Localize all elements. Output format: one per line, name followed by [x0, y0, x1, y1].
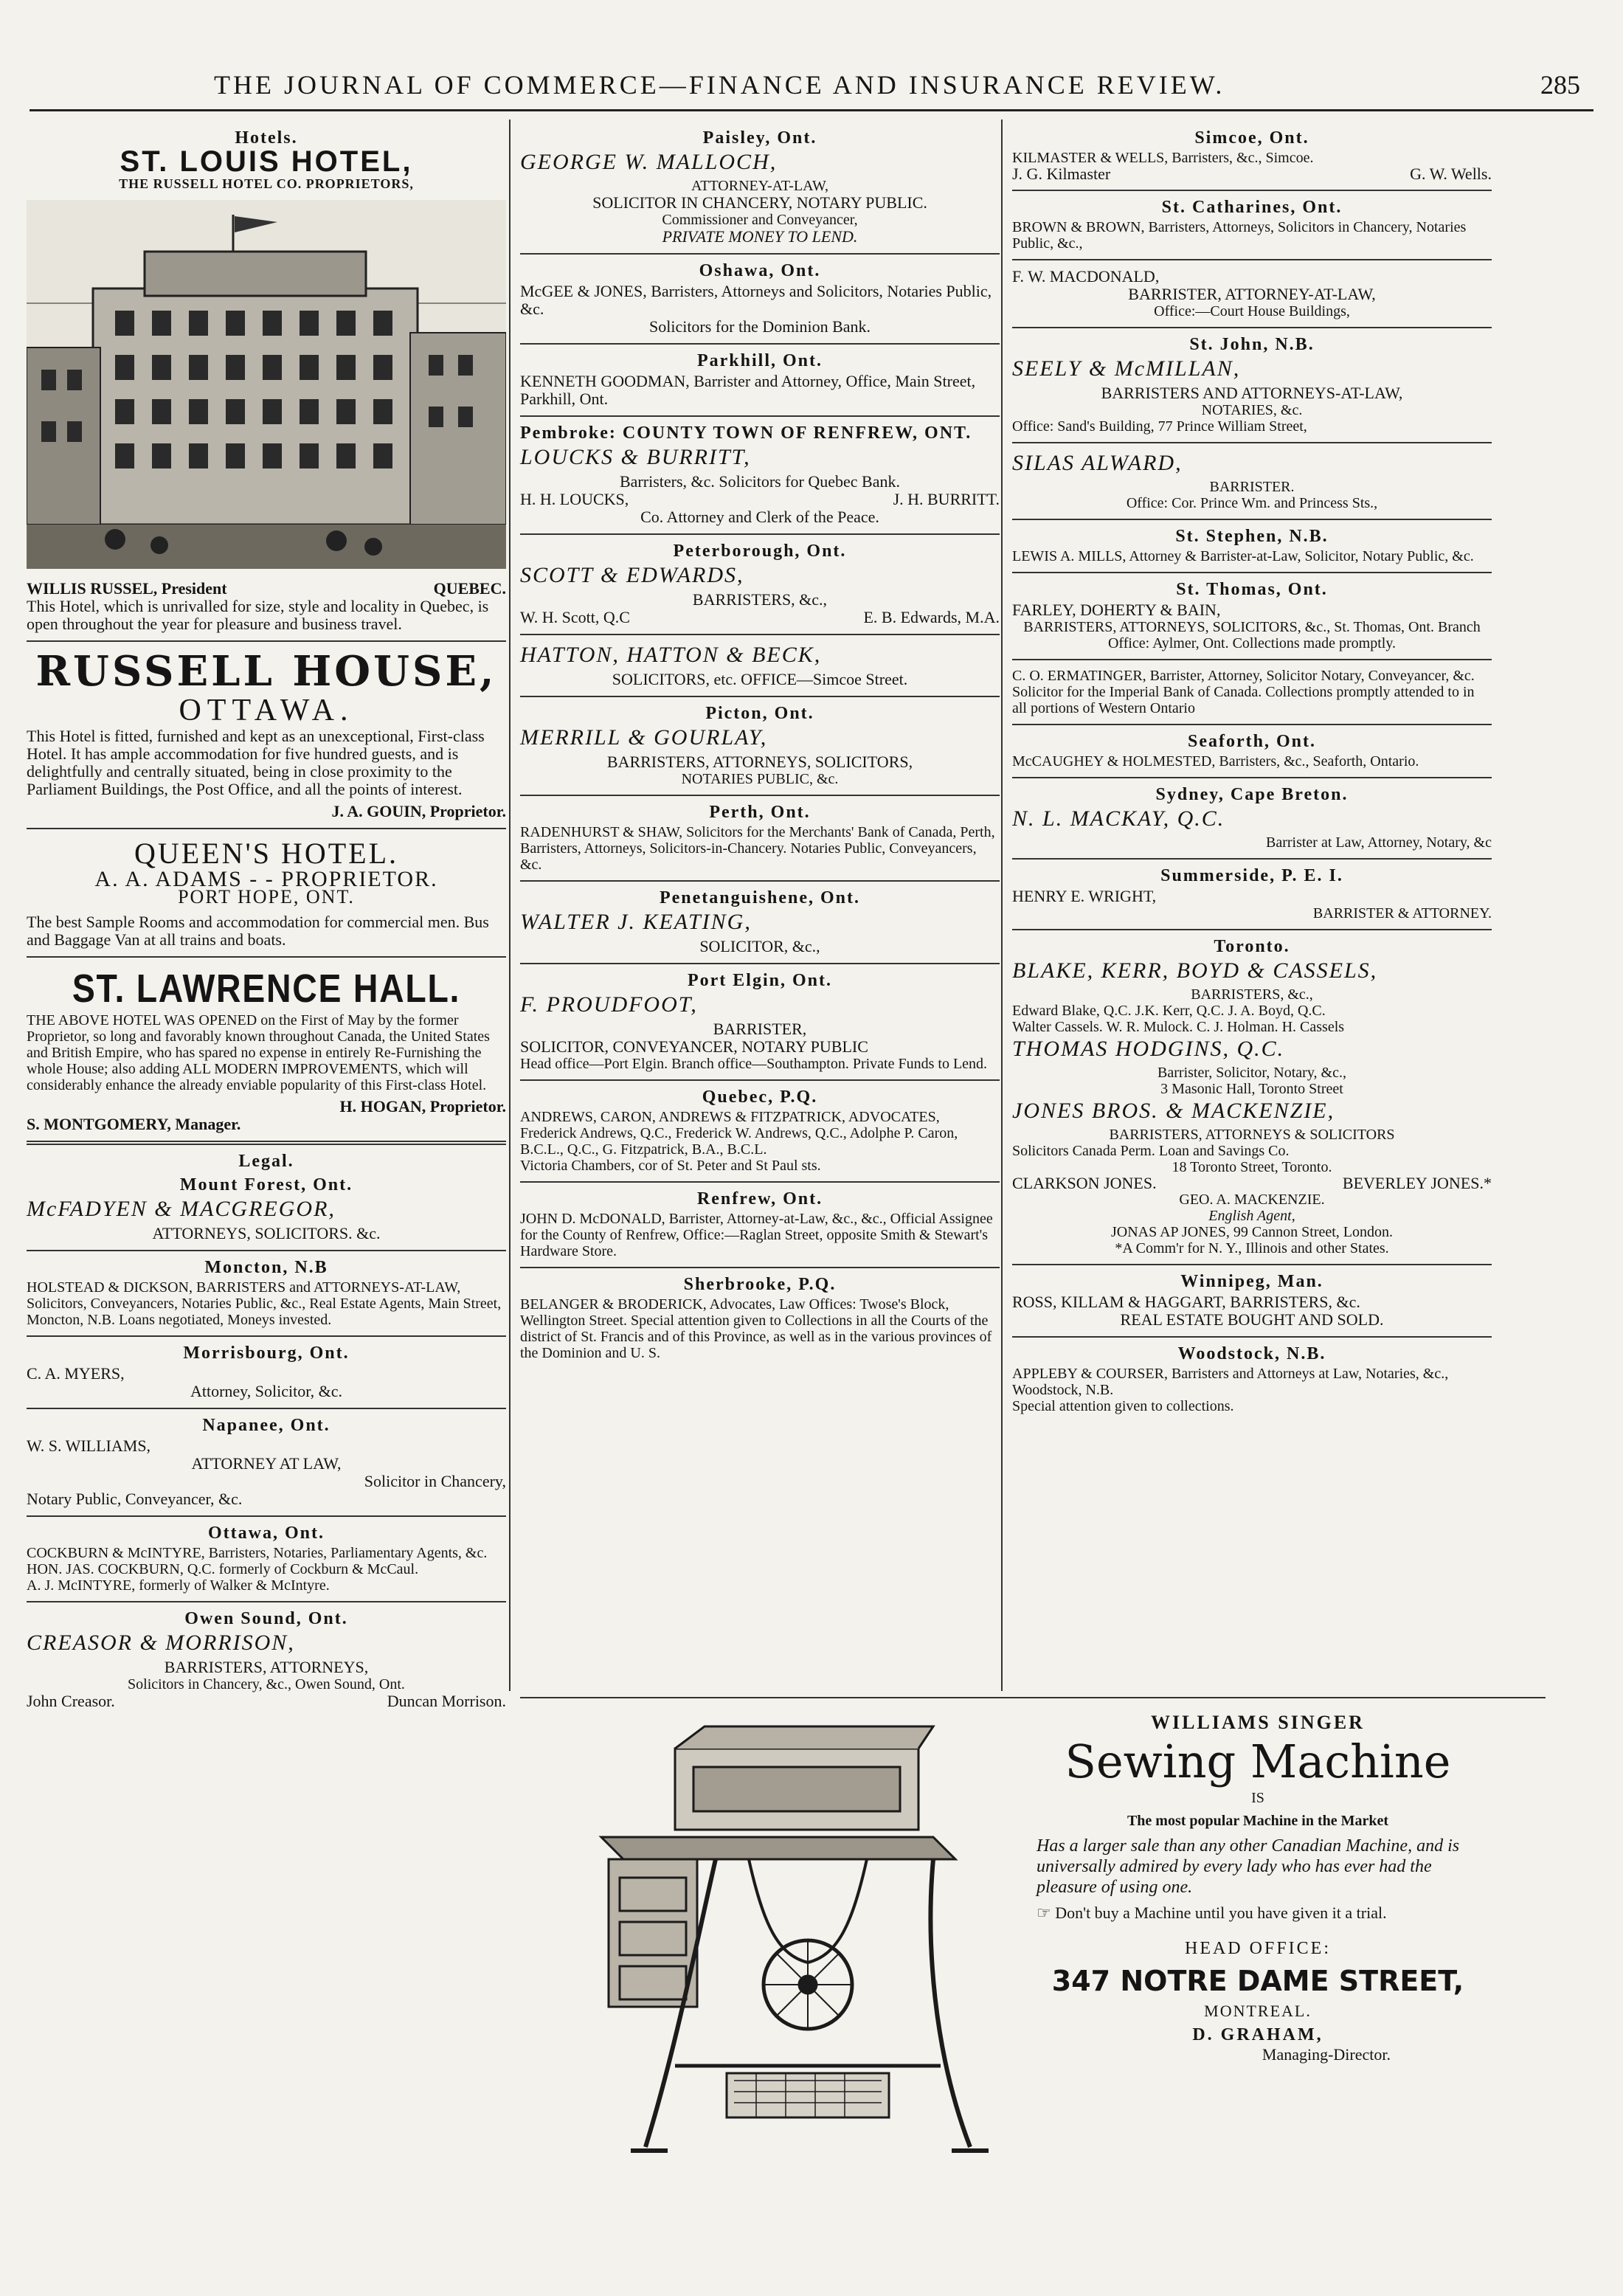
column-divider-2	[1001, 120, 1003, 1691]
card-line: BARRISTERS, &c.,	[1191, 986, 1313, 1003]
card-line: SOLICITOR, CONVEYANCER, NOTARY PUBLIC	[520, 1037, 868, 1056]
firm-name: MERRILL & GOURLAY,	[520, 725, 768, 750]
ad-is: IS	[1251, 1790, 1264, 1806]
firm-name: F. PROUDFOOT,	[520, 992, 698, 1017]
card-line: BARRISTERS, ATTORNEYS, SOLICITORS,	[606, 753, 913, 771]
firm-name: WALTER J. KEATING,	[520, 910, 752, 934]
russell-proprietor: J. A. GOUIN, Proprietor.	[331, 802, 506, 820]
partner-left: W. H. Scott, Q.C	[520, 608, 630, 626]
sewing-machine-illustration	[586, 1719, 1000, 2162]
seaforth-card	[1012, 733, 1492, 778]
card-line: Barrister, Solicitor, Notary, &c.,	[1157, 1065, 1346, 1081]
partner-left: H. H. LOUCKS,	[520, 490, 629, 508]
card-line: Office: Cor. Prince Wm. and Princess Sts.,	[1126, 495, 1378, 511]
town-heading: Picton, Ont.	[705, 704, 814, 723]
quebec-card	[520, 1088, 1000, 1183]
card-line: SOLICITOR IN CHANCERY, NOTARY PUBLIC.	[592, 193, 927, 212]
card-text: JOHN D. McDONALD, Barrister, Attorney-at-Law, &c., &c., Official Assignee for the County of Renfrew, Office:—Raglan Street, opposite Smith & Stewart's Hardware Store.	[520, 1211, 997, 1259]
card-line: BARRISTER, ATTORNEY-AT-LAW,	[1128, 285, 1376, 303]
card-line: ATTORNEYS, SOLICITORS. &c.	[152, 1224, 381, 1242]
card-line: Solicitors for the Dominion Bank.	[648, 317, 871, 336]
card-line: Solicitor in Chancery,	[364, 1472, 506, 1490]
partner-right: BEVERLEY JONES.*	[1342, 1174, 1492, 1192]
town-heading: Winnipeg, Man.	[1180, 1272, 1323, 1291]
picton-card	[520, 705, 1000, 796]
stlawrence-description: THE ABOVE HOTEL WAS OPENED on the First of May by the former Proprietor, so long and favorably known throughout Canada, the United States and British Empire, who has spared no expense in entirely Re-Furnishing the whole House; also adding ALL MODERN IMPROVEMENTS, which will considerably enhance the already enviable popularity of this First-class Hotel.	[27, 1012, 494, 1093]
firm-name: GEORGE W. MALLOCH,	[520, 150, 778, 174]
card-text: HOLSTEAD & DICKSON, BARRISTERS and ATTORNEYS-AT-LAW, Solicitors, Conveyancers, Notaries Public, &c., Real Estate Agents, Main Street, Moncton, N.B. Loans negotiated, Moneys invested.	[27, 1279, 505, 1328]
card-line: A. J. McINTYRE, formerly of Walker & McIntyre.	[27, 1577, 330, 1594]
card-line: Office: Sand's Building, 77 Prince William Street,	[1012, 418, 1307, 435]
queens-owner: A. A. ADAMS - - PROPRIETOR.	[94, 867, 438, 891]
stlawrence-manager: S. MONTGOMERY, Manager.	[27, 1115, 241, 1133]
card-text: C. O. ERMATINGER, Barrister, Attorney, Solicitor Notary, Conveyancer, &c. Solicitor for the Imperial Bank of Canada. Collections promptly attended to in all portions of Western Ontario	[1012, 668, 1478, 716]
firm-name: CREASOR & MORRISON,	[27, 1631, 295, 1655]
card-line: FARLEY, DOHERTY & BAIN,	[1012, 601, 1221, 619]
town-heading: Parkhill, Ont.	[696, 351, 823, 370]
firm-name: SEELY & McMILLAN,	[1012, 356, 1241, 381]
column-legal-2	[520, 129, 1000, 1376]
sydney-card	[1012, 786, 1492, 860]
journal-title: THE JOURNAL OF COMMERCE—FINANCE AND INSURANCE REVIEW.	[214, 70, 1225, 100]
partners-row	[1012, 166, 1492, 182]
russell-name: RUSSELL HOUSE,	[35, 647, 497, 696]
town-heading: Peterborough, Ont.	[673, 542, 847, 561]
sherbrooke-card	[520, 1276, 1000, 1369]
stlouis-officers	[27, 580, 506, 598]
stlawrence-name: ST. LAWRENCE HALL.	[72, 967, 461, 1011]
card-line: SOLICITOR, &c.,	[699, 937, 820, 955]
town-heading: Simcoe, Ont.	[1194, 128, 1309, 148]
macdonald-card	[1012, 268, 1492, 328]
partner-right: J. H. BURRITT.	[893, 490, 1000, 508]
card-line: Barristers, &c. Solicitors for Quebec Bank.	[619, 472, 900, 491]
mountforest-card	[27, 1176, 506, 1251]
partner-left: J. G. Kilmaster	[1012, 165, 1111, 183]
ad-body: Has a larger sale than any other Canadian Machine, and is universally admired by every lady who has ever had the pleasure of using one.	[1037, 1836, 1460, 1897]
russell-city: OTTAWA.	[179, 694, 354, 727]
stlawrence-ad	[27, 965, 506, 1145]
card-line: BARRISTERS, ATTORNEYS,	[164, 1658, 369, 1676]
town-heading: Renfrew, Ont.	[696, 1189, 823, 1208]
card-line: BARRISTERS, &c.,	[692, 590, 828, 609]
sewing-machine-ad	[520, 1697, 1546, 2176]
card-line: JONAS AP JONES, 99 Cannon Street, London.	[1110, 1224, 1394, 1240]
card-line: Edward Blake, Q.C. J.K. Kerr, Q.C. J. A. Boyd, Q.C.	[1012, 1003, 1326, 1019]
ad-role: Managing-Director.	[1262, 2045, 1391, 2064]
partner-right: Duncan Morrison.	[387, 1692, 506, 1710]
card-line: ATTORNEY AT LAW,	[191, 1454, 342, 1473]
queens-description: The best Sample Rooms and accommodation for commercial men. Bus and Baggage Van at all trains and boats.	[27, 913, 494, 949]
card-line: C. A. MYERS,	[27, 1364, 125, 1383]
ad-product: Sewing Machine	[1065, 1735, 1451, 1788]
town-heading: Sydney, Cape Breton.	[1155, 785, 1349, 804]
card-line: Walter Cassels. W. R. Mulock. C. J. Holman. H. Cassels	[1012, 1019, 1345, 1035]
alward-card	[1012, 451, 1492, 520]
ststephen-card	[1012, 528, 1492, 573]
card-text: Head office—Port Elgin. Branch office—Southampton. Private Funds to Lend.	[520, 1056, 988, 1072]
stlouis-subtitle: THE RUSSELL HOTEL CO. PROPRIETORS,	[119, 176, 414, 191]
town-heading: Moncton, N.B	[204, 1258, 328, 1277]
card-line: BARRISTERS, ATTORNEYS & SOLICITORS	[1109, 1127, 1395, 1143]
town-heading: Woodstock, N.B.	[1177, 1344, 1326, 1363]
toronto-card	[1012, 938, 1492, 1265]
ottawa-card	[27, 1524, 506, 1602]
card-line: Victoria Chambers, cor of St. Peter and St Paul sts.	[520, 1158, 821, 1174]
town-heading: St. John, N.B.	[1189, 335, 1315, 354]
peterborough-card	[520, 542, 1000, 635]
partners-row	[520, 491, 1000, 508]
stlouis-ad	[27, 129, 506, 642]
partners-row	[1012, 1175, 1492, 1192]
stthomas-card	[1012, 581, 1492, 660]
card-line: Special attention given to collections.	[1012, 1398, 1234, 1414]
card-line: 18 Toronto Street, Toronto.	[1172, 1159, 1332, 1175]
town-heading: Sherbrooke, P.Q.	[683, 1275, 837, 1294]
card-line: BARRISTER & ATTORNEY.	[1312, 905, 1492, 921]
winnipeg-card	[1012, 1273, 1492, 1338]
ermatinger-card	[1012, 668, 1492, 725]
card-line: SOLICITORS, etc. OFFICE—Simcoe Street.	[612, 670, 908, 688]
column-hotels-legal	[27, 129, 506, 1725]
firm-name: BLAKE, KERR, BOYD & CASSELS,	[1012, 958, 1378, 983]
card-line: BARRISTER,	[713, 1020, 807, 1038]
partner-right: G. W. Wells.	[1410, 165, 1492, 183]
town-heading: Toronto.	[1214, 937, 1290, 956]
column-legal-3	[1012, 129, 1492, 1429]
town-heading: St. Stephen, N.B.	[1175, 527, 1329, 546]
queens-place: PORT HOPE, ONT.	[178, 886, 355, 907]
pembroke-card	[520, 424, 1000, 535]
card-text: COCKBURN & McINTYRE, Barristers, Notaries, Parliamentary Agents, &c. HON. JAS. COCKBURN, Q.C. formerly of Cockburn & McCaul.	[27, 1545, 491, 1577]
hotel-building-illustration	[27, 200, 506, 569]
hatton-card	[520, 643, 1000, 697]
firm-name: McFADYEN & MACGREGOR,	[27, 1197, 336, 1221]
card-line: BARRISTER.	[1209, 479, 1295, 495]
town-heading: Perth, Ont.	[709, 803, 811, 822]
summerside-card	[1012, 867, 1492, 930]
stjohn-card	[1012, 336, 1492, 443]
legal-heading: Legal.	[238, 1152, 294, 1171]
card-text: BROWN & BROWN, Barristers, Attorneys, Solicitors in Chancery, Notaries Public, &c.,	[1012, 219, 1470, 252]
card-line: GEO. A. MACKENZIE.	[1179, 1192, 1325, 1208]
card-line: HENRY E. WRIGHT,	[1012, 887, 1157, 905]
ad-maker: WILLIAMS SINGER	[1151, 1712, 1365, 1733]
ad-office-heading: HEAD OFFICE:	[1184, 1939, 1331, 1958]
card-text: ANDREWS, CARON, ANDREWS & FITZPATRICK, ADVOCATES, Frederick Andrews, Q.C., Frederick W. Andrews, Q.C., Adolphe P. Caron, B.C.L., Q.C., G. Fitzpatrick, B.A., B.C.L.	[520, 1109, 962, 1158]
ad-top-rule	[520, 1697, 1546, 1698]
page-number: 285	[1540, 70, 1580, 100]
card-line: W. S. WILLIAMS,	[27, 1436, 151, 1455]
stcatharines-card	[1012, 198, 1492, 260]
card-text: APPLEBY & COURSER, Barristers and Attorneys at Law, Notaries, &c., Woodstock, N.B.	[1012, 1366, 1452, 1398]
card-text: RADENHURST & SHAW, Solicitors for the Merchants' Bank of Canada, Perth, Barristers, Attorneys, Solicitors-in-Chancery. Notaries Public, Conveyancers, &c.	[520, 824, 999, 873]
partners-row	[520, 609, 1000, 626]
town-heading: Penetanguishene, Ont.	[659, 888, 860, 907]
card-line: *A Comm'r for N. Y., Illinois and other States.	[1115, 1240, 1389, 1256]
ad-tagline: The most popular Machine in the Market	[1127, 1813, 1389, 1829]
town-heading: Ottawa, Ont.	[208, 1524, 325, 1543]
card-text: KENNETH GOODMAN, Barrister and Attorney, Office, Main Street, Parkhill, Ont.	[520, 372, 980, 408]
ad-street: 347 NOTRE DAME STREET,	[1051, 1965, 1464, 1997]
moncton-card	[27, 1259, 506, 1337]
penetanguishene-card	[520, 889, 1000, 964]
stlawrence-proprietor: H. HOGAN, Proprietor.	[339, 1097, 506, 1116]
town-heading: Pembroke: COUNTY TOWN OF RENFREW, ONT.	[520, 423, 972, 443]
card-line: English Agent,	[1208, 1208, 1295, 1224]
town-heading: Port Elgin, Ont.	[687, 971, 832, 990]
paisley-card	[520, 129, 1000, 255]
card-line: Co. Attorney and Clerk of the Peace.	[640, 508, 879, 526]
town-heading: Summerside, P. E. I.	[1160, 866, 1343, 885]
card-line: F. W. MACDONALD,	[1012, 267, 1160, 286]
stlouis-city: QUEBEC.	[433, 579, 506, 598]
ad-note: ☞ Don't buy a Machine until you have given it a trial.	[1037, 1903, 1387, 1922]
card-text: BARRISTERS, ATTORNEYS, SOLICITORS, &c., St. Thomas, Ont. Branch Office: Aylmer, Ont. Collections made promptly.	[1023, 619, 1484, 651]
renfrew-card	[520, 1190, 1000, 1268]
partner-right: E. B. Edwards, M.A.	[863, 608, 1000, 626]
card-line: Notary Public, Conveyancer, &c.	[27, 1490, 243, 1508]
card-text: BELANGER & BRODERICK, Advocates, Law Offices: Twose's Block, Wellington Street. Special attention given to Collections in all the Courts of the district of St. Francis and of this Province, as well as in the various provinces of the Dominion and U. S.	[520, 1296, 996, 1361]
town-heading: St. Thomas, Ont.	[1176, 580, 1328, 599]
firm-name: N. L. MACKAY, Q.C.	[1012, 806, 1225, 831]
card-line: Solicitors Canada Perm. Loan and Savings Co.	[1012, 1143, 1290, 1159]
ad-copy	[1037, 1712, 1479, 2064]
card-text: LEWIS A. MILLS, Attorney & Barrister-at-Law, Solicitor, Notary Public, &c.	[1012, 548, 1474, 564]
russell-ad	[27, 649, 506, 829]
firm-name: SILAS ALWARD,	[1012, 451, 1183, 475]
town-heading: Oshawa, Ont.	[699, 261, 821, 280]
stlouis-name: ST. LOUIS HOTEL,	[120, 145, 413, 178]
partner-left: CLARKSON JONES.	[1012, 1174, 1157, 1192]
card-line: Commissioner and Conveyancer,	[662, 212, 858, 228]
perth-card	[520, 803, 1000, 882]
card-line: ROSS, KILLAM & HAGGART, BARRISTERS, &c.	[1012, 1293, 1360, 1311]
town-heading: Morrisbourg, Ont.	[183, 1344, 350, 1363]
partners-row	[27, 1692, 506, 1710]
simcoe-card	[1012, 129, 1492, 191]
card-line: Solicitors in Chancery, &c., Owen Sound, Ont.	[128, 1676, 405, 1692]
stlouis-description: This Hotel, which is unrivalled for size, style and locality in Quebec, is open throughout the year for pleasure and business travel.	[27, 597, 493, 633]
town-heading: Mount Forest, Ont.	[179, 1175, 353, 1194]
town-heading: Quebec, P.Q.	[702, 1088, 818, 1107]
firm-name: JONES BROS. & MACKENZIE,	[1012, 1099, 1335, 1123]
card-text: McGEE & JONES, Barristers, Attorneys and Solicitors, Notaries Public, &c.	[520, 282, 996, 318]
firm-name: SCOTT & EDWARDS,	[520, 563, 744, 587]
hotels-heading: Hotels.	[235, 128, 298, 148]
card-line: ATTORNEY-AT-LAW,	[691, 178, 828, 194]
portelgin-card	[520, 972, 1000, 1081]
owensound-card	[27, 1610, 506, 1718]
russell-description: This Hotel is fitted, furnished and kept as an unexceptional, First-class Hotel. It has ample accommodation for five hundred guests, and is delightfully and centrally situated, being in close proximity to the Parliament Buildings, the Post Office, and all the points of interest.	[27, 727, 489, 798]
running-head	[30, 65, 1593, 111]
card-line: Attorney, Solicitor, &c.	[190, 1382, 343, 1400]
queens-name: QUEEN'S HOTEL.	[134, 837, 399, 870]
firm-name: HATTON, HATTON & BECK,	[520, 643, 822, 667]
town-heading: Seaforth, Ont.	[1188, 732, 1316, 751]
column-divider-1	[509, 120, 511, 1691]
firm-name: LOUCKS & BURRITT,	[520, 445, 751, 469]
parkhill-card	[520, 352, 1000, 417]
town-heading: Napanee, Ont.	[202, 1416, 331, 1435]
card-line: NOTARIES, &c.	[1201, 402, 1303, 418]
town-heading: Owen Sound, Ont.	[184, 1609, 348, 1628]
card-line: BARRISTERS AND ATTORNEYS-AT-LAW,	[1101, 384, 1403, 402]
firm-name: THOMAS HODGINS, Q.C.	[1012, 1037, 1285, 1061]
hotel-engraving	[27, 200, 506, 573]
card-line: NOTARIES PUBLIC, &c.	[681, 771, 839, 787]
woodstock-card	[1012, 1345, 1492, 1422]
card-line: REAL ESTATE BOUGHT AND SOLD.	[1120, 1310, 1384, 1329]
card-line: 3 Masonic Hall, Toronto Street	[1160, 1081, 1343, 1097]
ad-city: MONTREAL.	[1204, 2002, 1312, 2020]
card-line: PRIVATE MONEY TO LEND.	[662, 227, 858, 246]
partner-left: John Creasor.	[27, 1692, 115, 1710]
town-heading: St. Catharines, Ont.	[1161, 198, 1343, 217]
stlouis-president: WILLIS RUSSEL, President	[27, 579, 227, 598]
napanee-card	[27, 1417, 506, 1517]
town-heading: Paisley, Ont.	[702, 128, 817, 148]
oshawa-card	[520, 262, 1000, 345]
morrisbourg-card	[27, 1344, 506, 1409]
card-line: Barrister at Law, Attorney, Notary, &c	[1265, 834, 1492, 851]
ad-person: D. GRAHAM,	[1192, 2025, 1323, 2044]
card-text: McCAUGHEY & HOLMESTED, Barristers, &c., Seaforth, Ontario.	[1012, 753, 1419, 770]
queens-ad	[27, 837, 506, 958]
card-text: KILMASTER & WELLS, Barristers, &c., Simcoe.	[1012, 150, 1314, 166]
card-line: Office:—Court House Buildings,	[1154, 303, 1350, 319]
